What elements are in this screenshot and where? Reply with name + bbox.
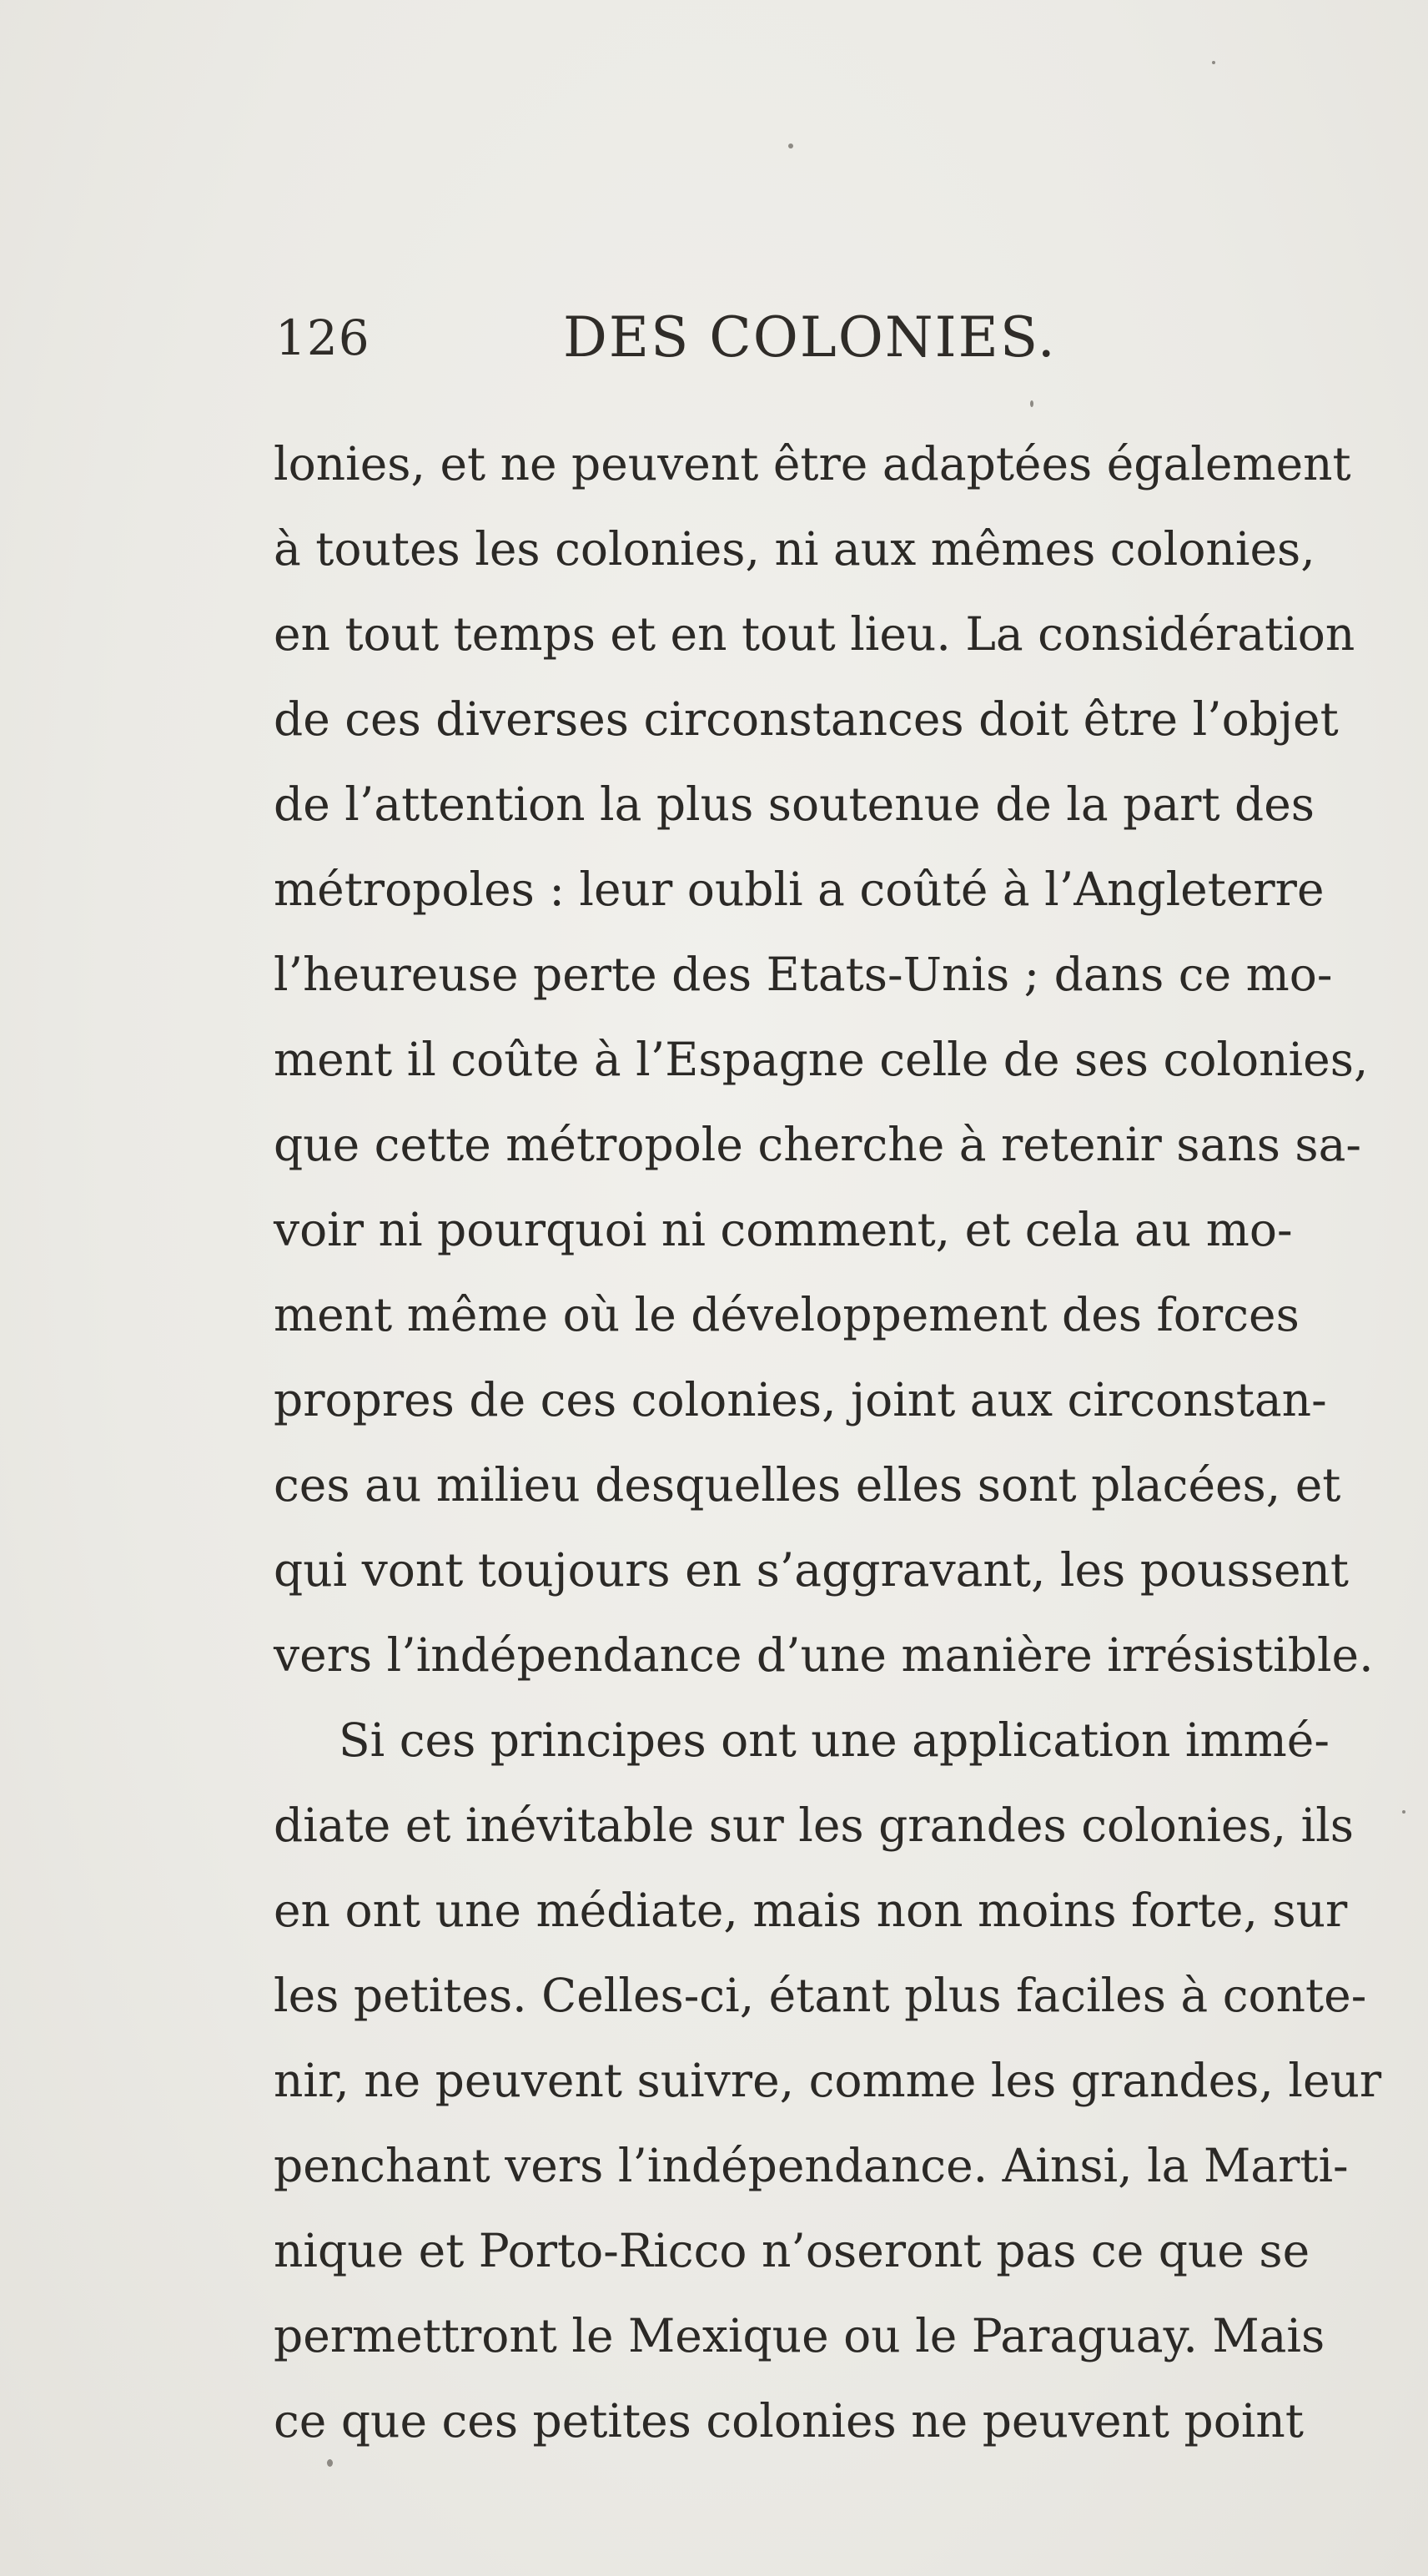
text-line: en tout temps et en tout lieu. La considération bbox=[274, 607, 1355, 661]
text-line: permettront le Mexique ou le Paraguay. Mais bbox=[274, 2309, 1325, 2362]
text-line: l’heureuse perte des Etats-Unis ; dans ce mo- bbox=[274, 948, 1333, 1001]
paper-speck bbox=[1402, 1810, 1405, 1814]
text-line: nique et Porto-Ricco n’oseront pas ce que se bbox=[274, 2224, 1310, 2277]
text-line: métropoles : leur oubli a coûté à l’Angleterre bbox=[274, 863, 1325, 916]
body-text bbox=[274, 421, 1382, 2463]
text-line: à toutes les colonies, ni aux mêmes colonies, bbox=[274, 522, 1315, 576]
text-line: nir, ne peuvent suivre, comme les grandes, leur bbox=[274, 2054, 1382, 2107]
paper-speck bbox=[788, 143, 793, 148]
text-line: les petites. Celles-ci, étant plus faciles à conte- bbox=[274, 1969, 1367, 2022]
paper-speck bbox=[327, 2459, 333, 2467]
text-line: lonies, et ne peuvent être adaptées également bbox=[274, 437, 1351, 491]
text-line: voir ni pourquoi ni comment, et cela au mo- bbox=[274, 1203, 1293, 1256]
text-line: propres de ces colonies, joint aux circonstan- bbox=[274, 1373, 1327, 1426]
paragraph-end-line: vers l’indépendance d’une manière irrésistible. bbox=[274, 1628, 1374, 1682]
text-line: ment il coûte à l’Espagne celle de ses colonies, bbox=[274, 1033, 1369, 1086]
paragraph-start-line: Si ces principes ont une application immé- bbox=[339, 1713, 1330, 1767]
page-number: 126 bbox=[275, 309, 370, 366]
text-line: de ces diverses circonstances doit être l’objet bbox=[274, 692, 1339, 746]
text-line: ce que ces petites colonies ne peuvent point bbox=[274, 2394, 1304, 2448]
text-line: ces au milieu desquelles elles sont placées, et bbox=[274, 1458, 1341, 1512]
text-line: que cette métropole cherche à retenir sans sa- bbox=[274, 1118, 1362, 1171]
text-line: ment même où le développement des forces bbox=[274, 1288, 1300, 1341]
running-title: DES COLONIES. bbox=[563, 305, 1057, 370]
text-line: de l’attention la plus soutenue de la part des bbox=[274, 777, 1315, 831]
paper-speck bbox=[1030, 400, 1033, 407]
paper-speck bbox=[1212, 61, 1215, 64]
text-line: diate et inévitable sur les grandes colonies, ils bbox=[274, 1799, 1355, 1852]
page-header bbox=[275, 300, 1143, 375]
text-line: qui vont toujours en s’aggravant, les poussent bbox=[274, 1543, 1350, 1597]
text-line: en ont une médiate, mais non moins forte, sur bbox=[274, 1884, 1348, 1937]
text-line: penchant vers l’indépendance. Ainsi, la Marti- bbox=[274, 2139, 1349, 2192]
